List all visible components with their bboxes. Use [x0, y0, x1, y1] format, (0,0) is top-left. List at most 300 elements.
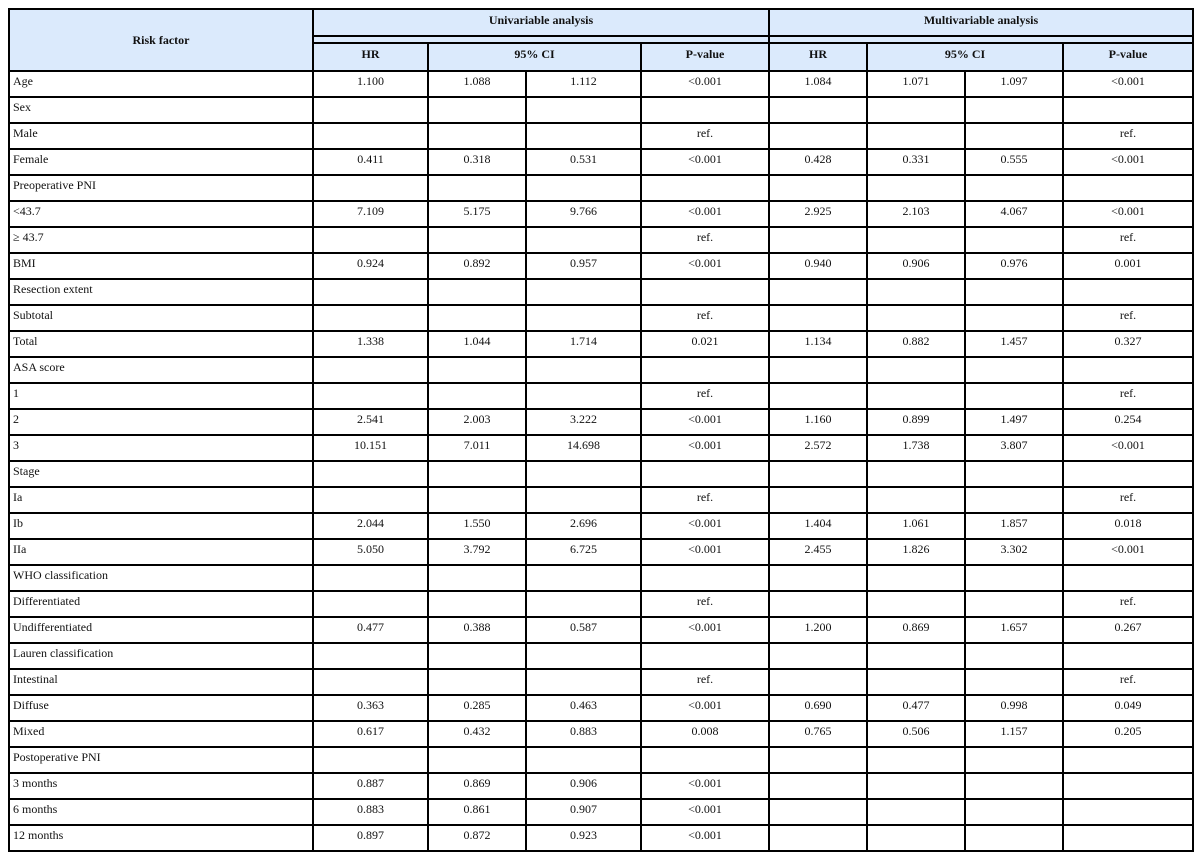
- table-row: [10, 436, 1194, 462]
- multivariable-ci-lower-cell: [868, 800, 966, 826]
- multivariable-pvalue-cell: ref.: [1064, 488, 1194, 514]
- univariable-hr-cell: 0.477: [314, 618, 429, 644]
- table-row: [10, 306, 1194, 332]
- multivariable-hr-cell: 1.404: [770, 514, 868, 540]
- univariable-pvalue-cell: <0.001: [642, 202, 770, 228]
- multivariable-pvalue-cell: <0.001: [1064, 202, 1194, 228]
- risk-factor-label: Subtotal: [10, 306, 314, 332]
- univariable-ci-upper-cell: 0.531: [527, 150, 642, 176]
- table-row: [10, 592, 1194, 618]
- table-row: [10, 124, 1194, 150]
- multivariable-pvalue-cell: <0.001: [1064, 150, 1194, 176]
- multivariable-pvalue-cell: [1064, 462, 1194, 488]
- multivariable-ci-lower-cell: [868, 774, 966, 800]
- univariable-ci-lower-cell: 1.088: [429, 72, 527, 98]
- risk-factor-label: Sex: [10, 98, 314, 124]
- multivariable-hr-cell: 2.572: [770, 436, 868, 462]
- univariable-ci-lower-cell: 0.318: [429, 150, 527, 176]
- multivariable-hr-cell: [770, 488, 868, 514]
- multivariable-pvalue-cell: ref.: [1064, 228, 1194, 254]
- univariable-ci-header: 95% CI: [429, 44, 642, 72]
- univariable-ci-lower-cell: [429, 488, 527, 514]
- univariable-ci-lower-cell: [429, 228, 527, 254]
- univariable-hr-cell: [314, 462, 429, 488]
- table-row: [10, 254, 1194, 280]
- univariable-hr-cell: [314, 488, 429, 514]
- risk-factor-label: 3 months: [10, 774, 314, 800]
- univariable-pvalue-cell: [642, 176, 770, 202]
- multivariable-pvalue-cell: [1064, 800, 1194, 826]
- risk-factor-label: Female: [10, 150, 314, 176]
- univariable-ci-upper-cell: [527, 358, 642, 384]
- risk-factor-label: BMI: [10, 254, 314, 280]
- univariable-ci-lower-cell: 0.869: [429, 774, 527, 800]
- table-row: [10, 98, 1194, 124]
- multivariable-ci-upper-cell: [966, 358, 1064, 384]
- multivariable-ci-upper-cell: 1.157: [966, 722, 1064, 748]
- risk-factor-label: 1: [10, 384, 314, 410]
- table-row: [10, 644, 1194, 670]
- univariable-hr-cell: 1.338: [314, 332, 429, 358]
- risk-factor-label: ASA score: [10, 358, 314, 384]
- multivariable-ci-upper-cell: [966, 124, 1064, 150]
- multivariable-pvalue-cell: ref.: [1064, 306, 1194, 332]
- multivariable-ci-upper-cell: [966, 306, 1064, 332]
- univariable-hr-cell: 1.100: [314, 72, 429, 98]
- univariable-hr-cell: 0.924: [314, 254, 429, 280]
- risk-factor-label: Differentiated: [10, 592, 314, 618]
- univariable-pvalue-cell: [642, 566, 770, 592]
- univariable-pvalue-cell: [642, 462, 770, 488]
- multivariable-pvalue-cell: [1064, 774, 1194, 800]
- univariable-ci-upper-cell: [527, 592, 642, 618]
- multivariable-ci-upper-cell: [966, 800, 1064, 826]
- multivariable-hr-cell: [770, 592, 868, 618]
- risk-factor-label: 6 months: [10, 800, 314, 826]
- univariable-ci-upper-cell: 14.698: [527, 436, 642, 462]
- table-row: [10, 826, 1194, 852]
- multivariable-pvalue-cell: ref.: [1064, 670, 1194, 696]
- table-row: [10, 540, 1194, 566]
- multivariable-pvalue-cell: [1064, 358, 1194, 384]
- risk-factor-label: IIa: [10, 540, 314, 566]
- univariable-ci-upper-cell: [527, 488, 642, 514]
- table-row: [10, 488, 1194, 514]
- univariable-pvalue-cell: ref.: [642, 670, 770, 696]
- multivariable-ci-lower-cell: [868, 644, 966, 670]
- risk-factor-table: [8, 8, 1194, 852]
- multivariable-ci-upper-cell: 4.067: [966, 202, 1064, 228]
- univariable-hr-cell: 0.363: [314, 696, 429, 722]
- univariable-pvalue-cell: ref.: [642, 384, 770, 410]
- univariable-hr-cell: 0.411: [314, 150, 429, 176]
- multivariable-pvalue-cell: 0.254: [1064, 410, 1194, 436]
- univariable-ci-upper-cell: 0.906: [527, 774, 642, 800]
- multivariable-pvalue-cell: 0.327: [1064, 332, 1194, 358]
- univariable-hr-cell: [314, 280, 429, 306]
- multivariable-pvalue-cell: [1064, 566, 1194, 592]
- table-row: [10, 774, 1194, 800]
- table-header: [10, 10, 1194, 72]
- univariable-pvalue-cell: 0.008: [642, 722, 770, 748]
- univariable-ci-lower-cell: 2.003: [429, 410, 527, 436]
- multivariable-hr-cell: [770, 462, 868, 488]
- univariable-ci-lower-cell: 3.792: [429, 540, 527, 566]
- multivariable-ci-lower-cell: [868, 124, 966, 150]
- risk-factor-label: Ia: [10, 488, 314, 514]
- multivariable-pvalue-cell: 0.018: [1064, 514, 1194, 540]
- multivariable-ci-lower-cell: 1.826: [868, 540, 966, 566]
- multivariable-ci-lower-cell: [868, 592, 966, 618]
- multivariable-ci-lower-cell: [868, 280, 966, 306]
- univariable-hr-cell: [314, 124, 429, 150]
- univariable-pvalue-cell: <0.001: [642, 150, 770, 176]
- multivariable-ci-lower-cell: [868, 358, 966, 384]
- univariable-ci-upper-cell: [527, 566, 642, 592]
- multivariable-ci-upper-cell: [966, 670, 1064, 696]
- multivariable-hr-cell: [770, 800, 868, 826]
- multivariable-ci-lower-cell: [868, 306, 966, 332]
- univariable-ci-upper-cell: 3.222: [527, 410, 642, 436]
- univariable-ci-lower-cell: [429, 462, 527, 488]
- multivariable-ci-lower-cell: 0.882: [868, 332, 966, 358]
- multivariable-ci-upper-cell: 1.097: [966, 72, 1064, 98]
- multivariable-pvalue-cell: [1064, 826, 1194, 852]
- univariable-ci-upper-cell: 6.725: [527, 540, 642, 566]
- univariable-hr-cell: [314, 566, 429, 592]
- multivariable-ci-upper-cell: 0.998: [966, 696, 1064, 722]
- univariable-pvalue-cell: ref.: [642, 306, 770, 332]
- univariable-ci-upper-cell: [527, 280, 642, 306]
- univariable-ci-lower-cell: 1.550: [429, 514, 527, 540]
- univariable-ci-lower-cell: 0.388: [429, 618, 527, 644]
- univariable-ci-lower-cell: 0.872: [429, 826, 527, 852]
- multivariable-ci-lower-cell: [868, 228, 966, 254]
- univariable-ci-lower-cell: [429, 124, 527, 150]
- multivariable-ci-upper-cell: 1.857: [966, 514, 1064, 540]
- multivariable-ci-lower-cell: 1.738: [868, 436, 966, 462]
- univariable-pvalue-cell: [642, 98, 770, 124]
- risk-factor-label: Male: [10, 124, 314, 150]
- multivariable-hr-cell: 2.455: [770, 540, 868, 566]
- univariable-pvalue-cell: <0.001: [642, 800, 770, 826]
- univariable-pvalue-cell: ref.: [642, 488, 770, 514]
- univariable-hr-cell: [314, 306, 429, 332]
- multivariable-header: Multivariable analysis: [770, 10, 1194, 44]
- risk-factor-label: Postoperative PNI: [10, 748, 314, 774]
- multivariable-ci-upper-cell: 1.457: [966, 332, 1064, 358]
- univariable-ci-upper-cell: [527, 462, 642, 488]
- multivariable-ci-upper-cell: [966, 592, 1064, 618]
- univariable-ci-lower-cell: [429, 306, 527, 332]
- multivariable-ci-header: 95% CI: [868, 44, 1064, 72]
- multivariable-ci-upper-cell: 3.302: [966, 540, 1064, 566]
- table-row: [10, 332, 1194, 358]
- univariable-ci-lower-cell: 0.432: [429, 722, 527, 748]
- table-row: [10, 202, 1194, 228]
- univariable-hr-cell: 0.897: [314, 826, 429, 852]
- univariable-hr-cell: 0.617: [314, 722, 429, 748]
- risk-factor-label: Mixed: [10, 722, 314, 748]
- multivariable-ci-lower-cell: 2.103: [868, 202, 966, 228]
- multivariable-ci-upper-cell: [966, 280, 1064, 306]
- univariable-hr-cell: 10.151: [314, 436, 429, 462]
- univariable-pvalue-cell: <0.001: [642, 540, 770, 566]
- univariable-hr-cell: [314, 176, 429, 202]
- multivariable-ci-lower-cell: 1.061: [868, 514, 966, 540]
- table-row: [10, 176, 1194, 202]
- univariable-hr-header: HR: [314, 44, 429, 72]
- multivariable-pvalue-cell: [1064, 176, 1194, 202]
- univariable-ci-upper-cell: 0.923: [527, 826, 642, 852]
- table-row: [10, 410, 1194, 436]
- univariable-ci-upper-cell: 0.883: [527, 722, 642, 748]
- multivariable-ci-lower-cell: 0.477: [868, 696, 966, 722]
- multivariable-ci-lower-cell: [868, 826, 966, 852]
- multivariable-ci-lower-cell: [868, 488, 966, 514]
- multivariable-ci-lower-cell: 0.899: [868, 410, 966, 436]
- table-row: [10, 72, 1194, 98]
- multivariable-pvalue-cell: 0.267: [1064, 618, 1194, 644]
- univariable-ci-lower-cell: 1.044: [429, 332, 527, 358]
- risk-factor-label: Preoperative PNI: [10, 176, 314, 202]
- table-row: [10, 618, 1194, 644]
- univariable-ci-upper-cell: [527, 644, 642, 670]
- multivariable-ci-lower-cell: 1.071: [868, 72, 966, 98]
- multivariable-ci-upper-cell: [966, 228, 1064, 254]
- univariable-ci-lower-cell: 7.011: [429, 436, 527, 462]
- multivariable-hr-cell: 1.134: [770, 332, 868, 358]
- univariable-ci-lower-cell: [429, 280, 527, 306]
- risk-factor-label: Lauren classification: [10, 644, 314, 670]
- multivariable-pvalue-cell: 0.001: [1064, 254, 1194, 280]
- univariable-pvalue-cell: <0.001: [642, 826, 770, 852]
- risk-factor-label: Resection extent: [10, 280, 314, 306]
- univariable-hr-cell: 2.044: [314, 514, 429, 540]
- univariable-ci-upper-cell: [527, 748, 642, 774]
- multivariable-ci-upper-cell: [966, 748, 1064, 774]
- multivariable-ci-upper-cell: [966, 384, 1064, 410]
- table-row: [10, 670, 1194, 696]
- univariable-hr-cell: [314, 358, 429, 384]
- univariable-hr-cell: 5.050: [314, 540, 429, 566]
- table-row: [10, 566, 1194, 592]
- risk-factor-label: 12 months: [10, 826, 314, 852]
- risk-factor-label: Total: [10, 332, 314, 358]
- multivariable-hr-cell: 0.765: [770, 722, 868, 748]
- univariable-pvalue-cell: [642, 748, 770, 774]
- univariable-ci-lower-cell: 5.175: [429, 202, 527, 228]
- multivariable-hr-cell: [770, 280, 868, 306]
- univariable-hr-cell: [314, 644, 429, 670]
- table-row: [10, 358, 1194, 384]
- table-row: [10, 228, 1194, 254]
- univariable-hr-cell: [314, 384, 429, 410]
- multivariable-pvalue-cell: 0.049: [1064, 696, 1194, 722]
- multivariable-hr-cell: 0.690: [770, 696, 868, 722]
- univariable-pvalue-cell: <0.001: [642, 774, 770, 800]
- multivariable-pvalue-cell: [1064, 644, 1194, 670]
- multivariable-ci-lower-cell: [868, 384, 966, 410]
- univariable-pvalue-cell: <0.001: [642, 514, 770, 540]
- multivariable-hr-cell: 1.084: [770, 72, 868, 98]
- multivariable-ci-upper-cell: [966, 462, 1064, 488]
- univariable-ci-lower-cell: [429, 748, 527, 774]
- table-row: [10, 800, 1194, 826]
- multivariable-pvalue-cell: <0.001: [1064, 540, 1194, 566]
- table-row: [10, 514, 1194, 540]
- univariable-pvalue-cell: <0.001: [642, 618, 770, 644]
- table-row: [10, 384, 1194, 410]
- univariable-ci-upper-cell: 1.112: [527, 72, 642, 98]
- multivariable-ci-upper-cell: 1.497: [966, 410, 1064, 436]
- univariable-ci-upper-cell: 0.907: [527, 800, 642, 826]
- multivariable-ci-upper-cell: 1.657: [966, 618, 1064, 644]
- multivariable-ci-lower-cell: 0.331: [868, 150, 966, 176]
- multivariable-hr-cell: 1.160: [770, 410, 868, 436]
- univariable-pvalue-header: P-value: [642, 44, 770, 72]
- univariable-pvalue-cell: <0.001: [642, 72, 770, 98]
- univariable-header: Univariable analysis: [314, 10, 770, 44]
- table-row: [10, 150, 1194, 176]
- multivariable-ci-upper-cell: [966, 566, 1064, 592]
- risk-factor-label: Ib: [10, 514, 314, 540]
- univariable-hr-cell: 2.541: [314, 410, 429, 436]
- multivariable-hr-cell: [770, 176, 868, 202]
- multivariable-hr-cell: [770, 306, 868, 332]
- multivariable-hr-cell: [770, 358, 868, 384]
- univariable-ci-lower-cell: 0.892: [429, 254, 527, 280]
- multivariable-hr-cell: [770, 670, 868, 696]
- multivariable-hr-cell: [770, 566, 868, 592]
- univariable-pvalue-cell: [642, 358, 770, 384]
- multivariable-pvalue-header: P-value: [1064, 44, 1194, 72]
- multivariable-pvalue-cell: [1064, 280, 1194, 306]
- univariable-pvalue-cell: [642, 280, 770, 306]
- univariable-hr-cell: 7.109: [314, 202, 429, 228]
- multivariable-ci-upper-cell: [966, 644, 1064, 670]
- risk-factor-label: Stage: [10, 462, 314, 488]
- univariable-ci-lower-cell: [429, 98, 527, 124]
- univariable-pvalue-cell: [642, 644, 770, 670]
- univariable-ci-lower-cell: [429, 592, 527, 618]
- multivariable-hr-cell: 0.428: [770, 150, 868, 176]
- risk-factor-label: ≥ 43.7: [10, 228, 314, 254]
- table-body: [10, 72, 1194, 852]
- risk-factor-label: Diffuse: [10, 696, 314, 722]
- risk-factor-label: Intestinal: [10, 670, 314, 696]
- univariable-hr-cell: [314, 98, 429, 124]
- univariable-hr-cell: [314, 748, 429, 774]
- table-row: [10, 696, 1194, 722]
- univariable-pvalue-cell: <0.001: [642, 410, 770, 436]
- multivariable-pvalue-cell: <0.001: [1064, 72, 1194, 98]
- multivariable-pvalue-cell: [1064, 748, 1194, 774]
- univariable-ci-lower-cell: 0.285: [429, 696, 527, 722]
- multivariable-hr-cell: [770, 774, 868, 800]
- univariable-ci-upper-cell: [527, 670, 642, 696]
- multivariable-pvalue-cell: ref.: [1064, 384, 1194, 410]
- univariable-hr-cell: [314, 228, 429, 254]
- univariable-pvalue-cell: ref.: [642, 592, 770, 618]
- multivariable-hr-cell: 1.200: [770, 618, 868, 644]
- multivariable-ci-upper-cell: [966, 774, 1064, 800]
- univariable-ci-lower-cell: [429, 176, 527, 202]
- univariable-ci-upper-cell: [527, 306, 642, 332]
- univariable-ci-lower-cell: [429, 670, 527, 696]
- table-row: [10, 280, 1194, 306]
- univariable-ci-upper-cell: 0.587: [527, 618, 642, 644]
- multivariable-hr-cell: 0.940: [770, 254, 868, 280]
- univariable-ci-upper-cell: 1.714: [527, 332, 642, 358]
- multivariable-pvalue-cell: [1064, 98, 1194, 124]
- univariable-ci-upper-cell: [527, 384, 642, 410]
- multivariable-pvalue-cell: 0.205: [1064, 722, 1194, 748]
- multivariable-ci-upper-cell: [966, 176, 1064, 202]
- multivariable-ci-upper-cell: [966, 826, 1064, 852]
- univariable-ci-upper-cell: 0.463: [527, 696, 642, 722]
- risk-factor-label: 2: [10, 410, 314, 436]
- univariable-ci-upper-cell: 2.696: [527, 514, 642, 540]
- multivariable-hr-cell: [770, 384, 868, 410]
- multivariable-ci-lower-cell: [868, 98, 966, 124]
- multivariable-hr-cell: [770, 98, 868, 124]
- univariable-ci-lower-cell: [429, 644, 527, 670]
- multivariable-ci-upper-cell: 0.976: [966, 254, 1064, 280]
- risk-factor-header: Risk factor: [10, 10, 314, 72]
- risk-factor-label: <43.7: [10, 202, 314, 228]
- multivariable-ci-lower-cell: 0.506: [868, 722, 966, 748]
- univariable-ci-upper-cell: 0.957: [527, 254, 642, 280]
- univariable-pvalue-cell: ref.: [642, 228, 770, 254]
- univariable-hr-cell: 0.887: [314, 774, 429, 800]
- univariable-pvalue-cell: 0.021: [642, 332, 770, 358]
- univariable-ci-upper-cell: [527, 176, 642, 202]
- univariable-ci-upper-cell: [527, 228, 642, 254]
- multivariable-ci-lower-cell: [868, 462, 966, 488]
- risk-factor-label: WHO classification: [10, 566, 314, 592]
- multivariable-hr-cell: 2.925: [770, 202, 868, 228]
- univariable-ci-upper-cell: [527, 124, 642, 150]
- univariable-pvalue-cell: <0.001: [642, 254, 770, 280]
- univariable-hr-cell: [314, 592, 429, 618]
- multivariable-ci-lower-cell: [868, 566, 966, 592]
- multivariable-ci-lower-cell: [868, 670, 966, 696]
- table-row: [10, 462, 1194, 488]
- multivariable-hr-cell: [770, 644, 868, 670]
- multivariable-ci-lower-cell: [868, 748, 966, 774]
- univariable-ci-lower-cell: [429, 358, 527, 384]
- multivariable-hr-cell: [770, 826, 868, 852]
- multivariable-ci-lower-cell: 0.906: [868, 254, 966, 280]
- univariable-ci-lower-cell: 0.861: [429, 800, 527, 826]
- risk-factor-label: 3: [10, 436, 314, 462]
- table-row: [10, 748, 1194, 774]
- multivariable-ci-lower-cell: 0.869: [868, 618, 966, 644]
- multivariable-ci-upper-cell: 3.807: [966, 436, 1064, 462]
- univariable-pvalue-cell: <0.001: [642, 696, 770, 722]
- univariable-hr-cell: [314, 670, 429, 696]
- univariable-ci-upper-cell: 9.766: [527, 202, 642, 228]
- risk-factor-label: Undifferentiated: [10, 618, 314, 644]
- univariable-pvalue-cell: <0.001: [642, 436, 770, 462]
- multivariable-pvalue-cell: <0.001: [1064, 436, 1194, 462]
- multivariable-hr-cell: [770, 124, 868, 150]
- univariable-pvalue-cell: ref.: [642, 124, 770, 150]
- multivariable-ci-upper-cell: 0.555: [966, 150, 1064, 176]
- multivariable-pvalue-cell: ref.: [1064, 124, 1194, 150]
- univariable-hr-cell: 0.883: [314, 800, 429, 826]
